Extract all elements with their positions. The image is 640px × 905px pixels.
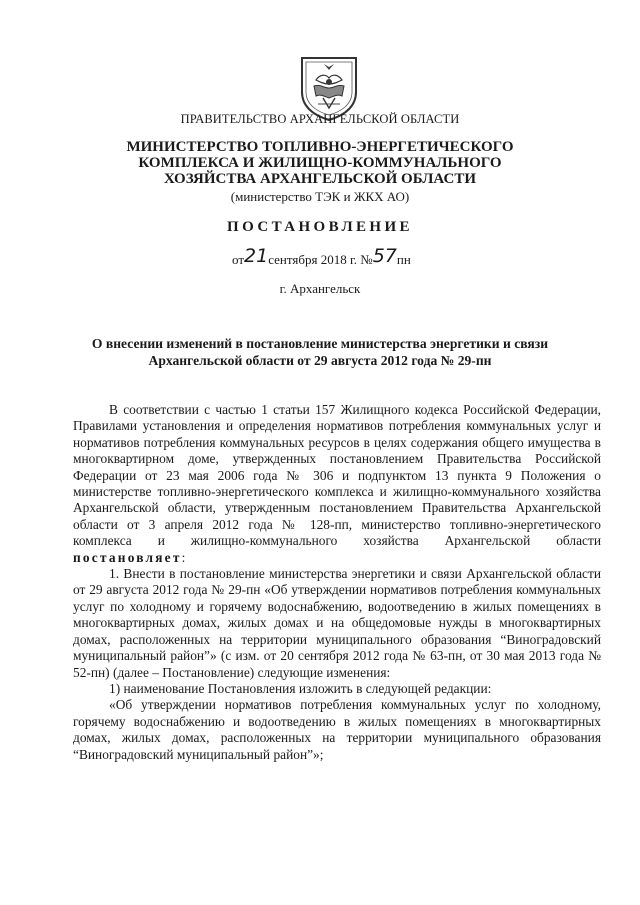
ministry-name-line: ХОЗЯЙСТВА АРХАНГЕЛЬСКОЙ ОБЛАСТИ: [163, 171, 477, 187]
date-rest: сентября 2018 г. №: [268, 252, 373, 267]
body-paragraph: 1. Внести в постановление министерства энергетики и связи Архангельской области от 29 августа 2012 года № 29-пн «Об утверждении нормативов потребления коммунальных услуг по холодному и горячему водоснабжению, водоотведению в жилых помещениях в многоквартирных домах, жилых домах и на общедомовые нужды в многоквартирных домах, расположенных на территории муниципального образования “Виноградовский муниципальный район”» (с изм. от 20 сентября 2012 года № 63-пн, от 30 мая 2013 года № 52-пн) (далее – Постановление) следующие изменения:: [73, 566, 601, 680]
body-paragraph: 1) наименование Постановления изложить в следующей редакции:: [109, 680, 492, 696]
document-subject: [0, 335, 640, 369]
document-city: г. Архангельск: [279, 281, 361, 296]
ministry-short-name: (министерство ТЭК и ЖКХ АО): [230, 189, 410, 204]
body-paragraph: [73, 402, 601, 566]
ministry-name-line: МИНИСТЕРСТВО ТОПЛИВНО-ЭНЕРГЕТИЧЕСКОГО: [126, 139, 514, 155]
document-body: [73, 402, 601, 763]
number-suffix: пн: [396, 252, 411, 267]
paragraph-text: В соответствии с частью 1 статьи 157 Жилищного кодекса Российской Федерации, Правилами установления и определения нормативов потребления коммунальных услуг и нормативов потребления коммунальных ресурсов в целях содержания общего имущества в многоквартирном доме, утвержденных постановлением Правительства Российской Федерации от 23 мая 2006 года № 306 и подпунктом 13 пункта 9 Положения о министерстве топливно-энергетического комплекса и жилищно-коммунального хозяйства Архангельской области, утвержденным постановлением Правительства Архангельской области от 3 апреля 2012 года № 128-пп, министерство топливно-энергетического комплекса и жилищно-коммунального хозяйства Архангельской области: [73, 402, 601, 549]
body-paragraph: «Об утверждении нормативов потребления коммунальных услуг по холодному, горячему водоснабжению и водоотведению в жилых помещениях в многоквартирных домах, жилых домах, расположенных на территории муниципального образования “Виноградовский муниципальный район”»;: [73, 697, 601, 762]
subject-line: О внесении изменений в постановление министерства энергетики и связи: [91, 336, 549, 351]
ministry-name: [0, 139, 640, 187]
document-date-number: [232, 247, 411, 269]
paragraph-ending: :: [181, 549, 186, 565]
resolution-keyword: постановляет: [73, 549, 182, 565]
handwritten-date-day: 21: [244, 245, 269, 267]
subject-line: Архангельской области от 29 августа 2012 года № 29-пн: [148, 353, 492, 368]
government-name: ПРАВИТЕЛЬСТВО АРХАНГЕЛЬСКОЙ ОБЛАСТИ: [180, 112, 460, 126]
handwritten-document-number: 57: [372, 245, 397, 267]
ministry-name-line: КОМПЛЕКСА И ЖИЛИЩНО-КОММУНАЛЬНОГО: [138, 155, 502, 171]
document-type: ПОСТАНОВЛЕНИЕ: [227, 219, 413, 235]
date-prefix: от: [232, 252, 245, 267]
